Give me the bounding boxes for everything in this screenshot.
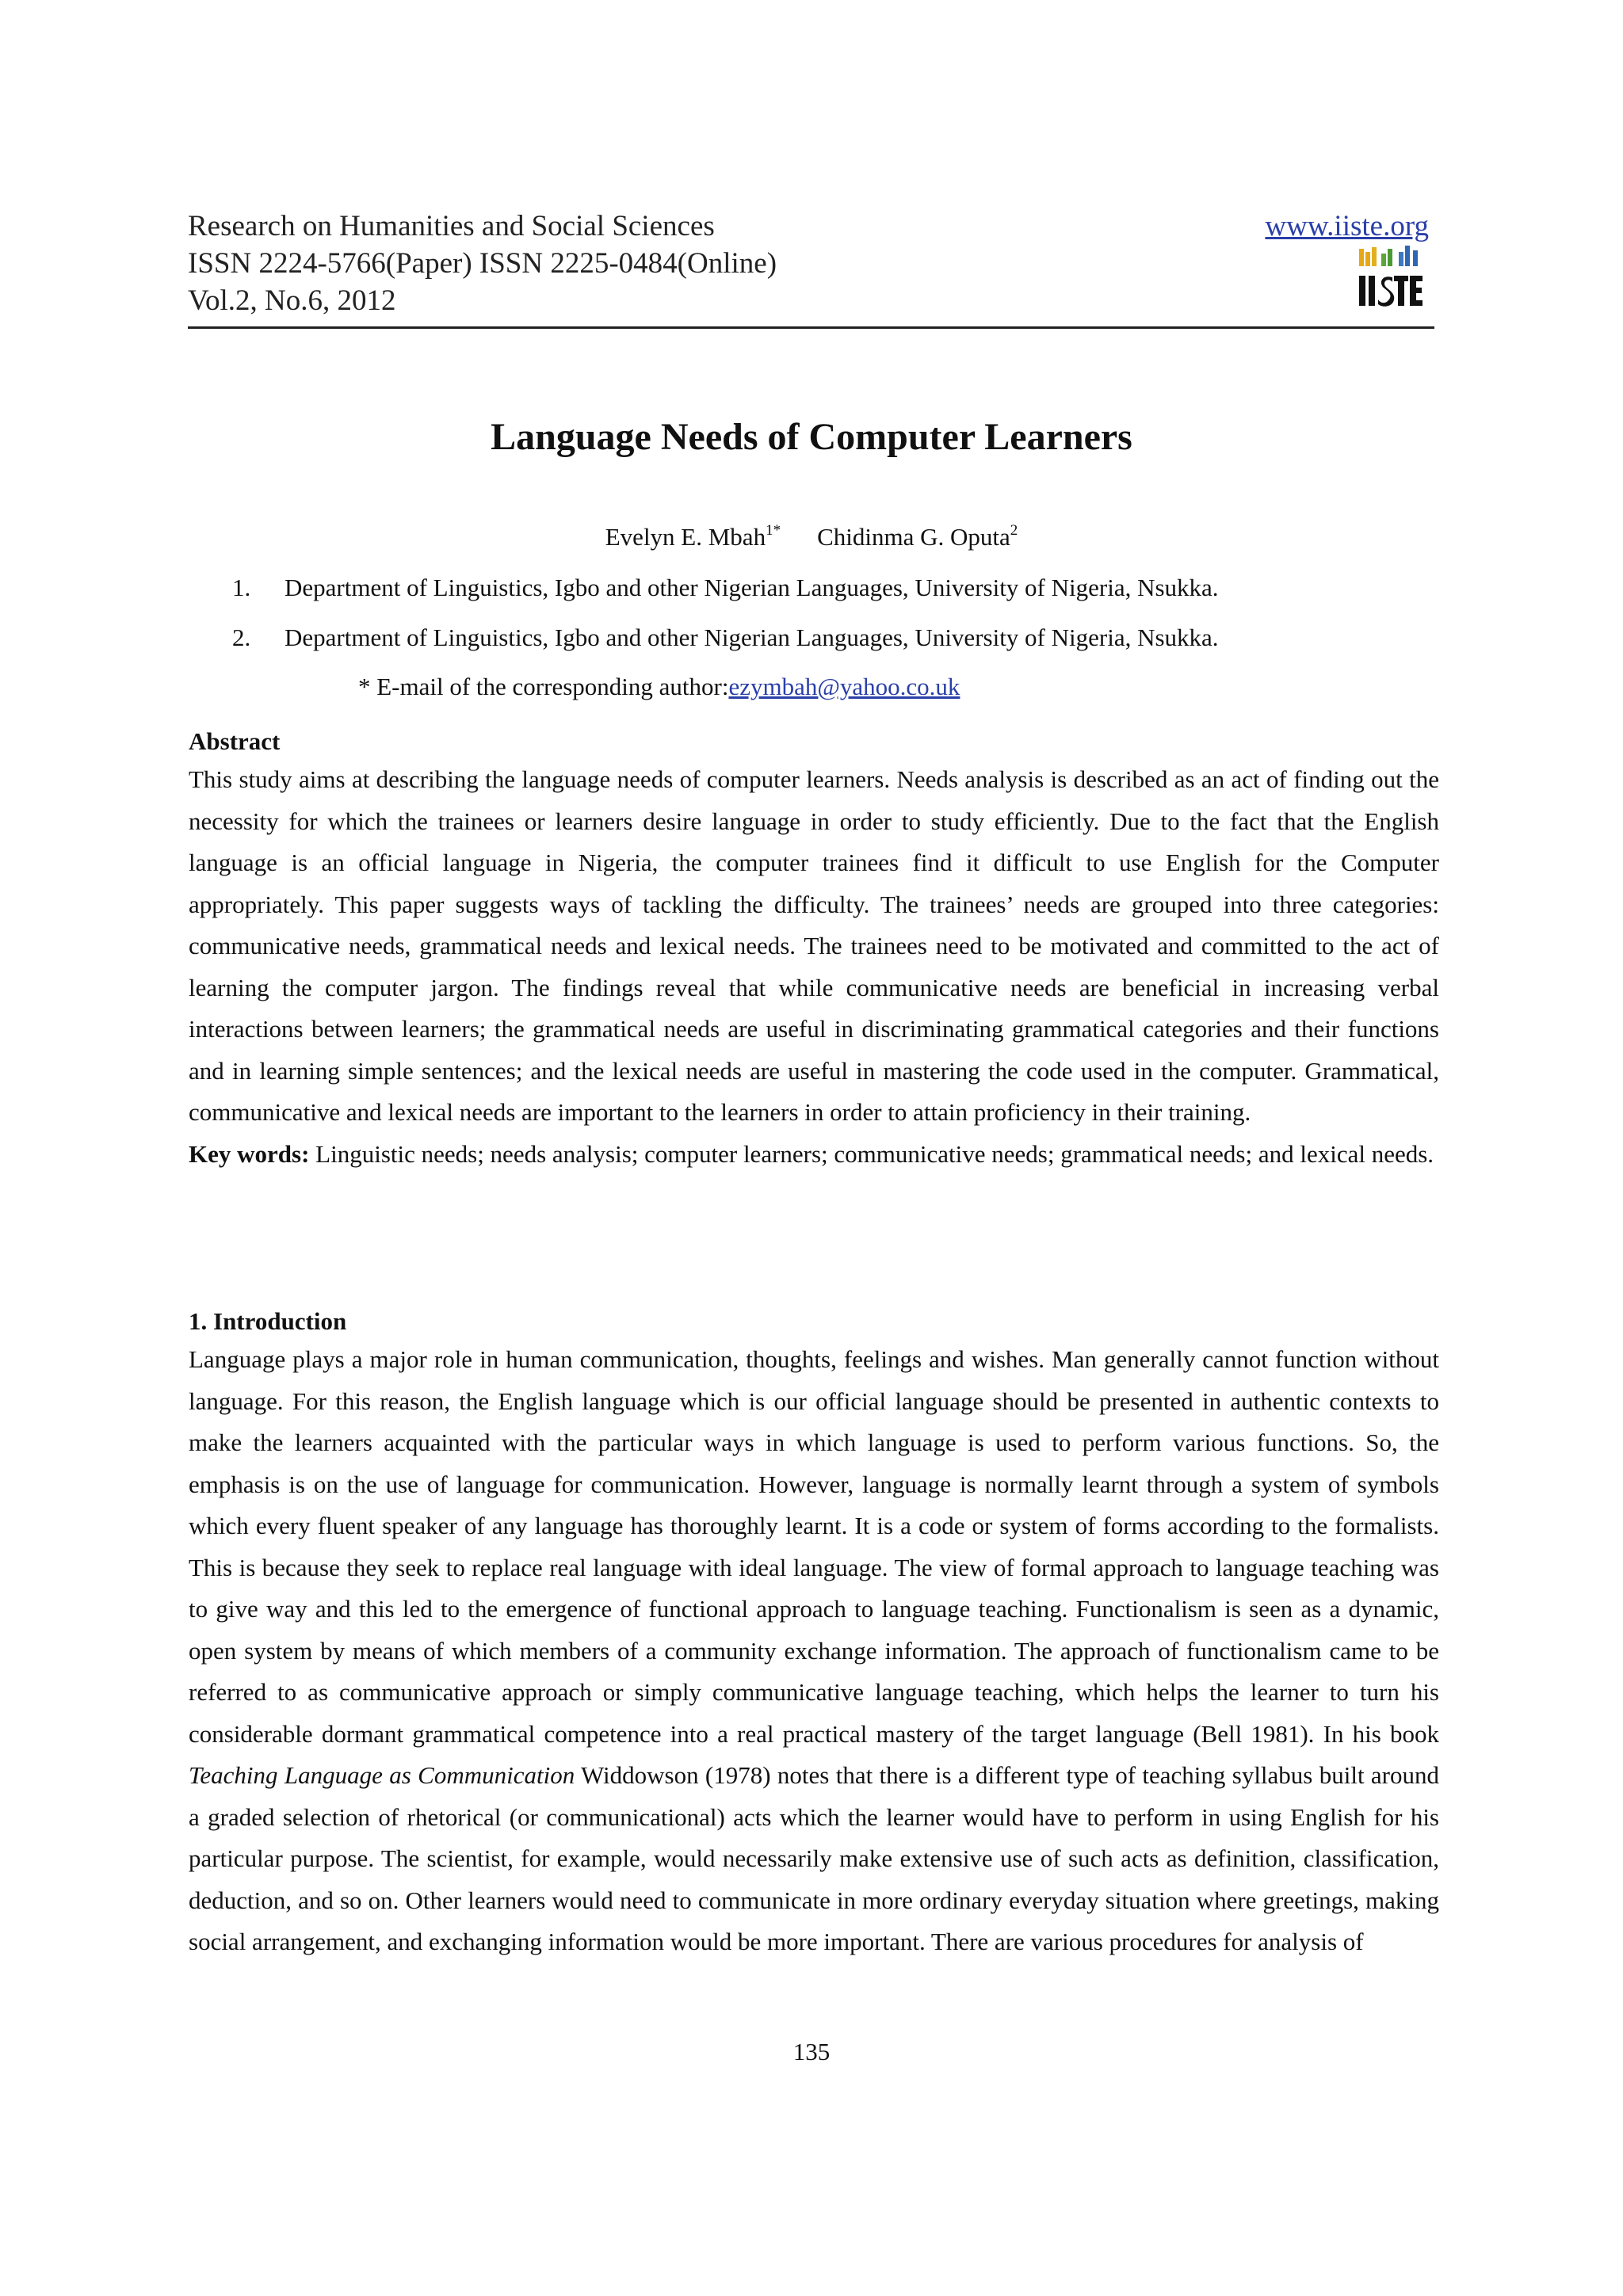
header-divider — [188, 326, 1434, 329]
intro-text-part: Language plays a major role in human communication, thoughts, feelings and wishes. Man generally cannot function without language. For this reason, the English language which is our official language should be presented in authentic contexts to make the learners acquainted with the particular ways in which language is used to perform various functions. So, the emphasis is on the use of language for communication. However, language is normally learnt through a system of symbols which every fluent speaker of any language has thoroughly learnt. It is a code or system of forms according to the formalists. This is because they seek to replace real language with ideal language. The view of formal approach to language teaching was to give way and this led to the emergence of functional approach to language teaching. Functionalism is seen as a dynamic, open system by means of which members of a community exchange information. The approach of functionalism came to be referred to as communicative approach or simply communicative language teaching, which helps the learner to turn his considerable dormant grammatical competence into a real practical mastery of the target language (Bell 1981). In his book — [189, 1345, 1439, 1748]
book-title: Teaching Language as Communication — [189, 1761, 575, 1789]
journal-name: Research on Humanities and Social Sciences — [188, 210, 715, 242]
running-header — [188, 208, 1139, 319]
author-mark: 1* — [766, 522, 781, 539]
iiste-logo-icon — [1358, 244, 1424, 309]
issn-line: ISSN 2224-5766(Paper) ISSN 2225-0484(Online) — [188, 247, 777, 280]
keywords-label: Key words: — [189, 1139, 310, 1168]
author-name: Chidinma G. Oputa — [817, 523, 1010, 551]
introduction-body — [189, 1339, 1439, 1963]
email-link[interactable]: ezymbah@yahoo.co.uk — [728, 673, 960, 700]
affiliation-text: Department of Linguistics, Igbo and other Nigerian Languages, University of Nigeria, Nsukka. — [285, 574, 1219, 601]
author-line — [0, 521, 1623, 553]
keywords-text: Linguistic needs; needs analysis; computer learners; communicative needs; grammatical needs; and lexical needs. — [315, 1139, 1434, 1168]
introduction-paragraph — [189, 1339, 1439, 1963]
corresponding-label: * E-mail of the corresponding author: — [358, 673, 729, 700]
introduction-heading: 1. Introduction — [189, 1307, 347, 1335]
page-number: 135 — [792, 2038, 831, 2065]
author-name: Evelyn E. Mbah — [605, 523, 766, 551]
corresponding-author — [358, 671, 960, 703]
abstract-text: This study aims at describing the language needs of computer learners. Needs analysis is described as an act of finding out the necessity for which the trainees or learners desire language in order to study efficiently. Due to the fact that the English language is an official language in Nigeria, the computer trainees find it difficult to use English for the Computer appropriately. This paper suggests ways of tackling the difficulty. The trainees’ needs are grouped into three categories: communicative needs, grammatical needs and lexical needs. The trainees need to be motivated and committed to the act of learning the computer jargon. The findings reveal that while communicative needs are beneficial in increasing verbal interactions between learners; the grammatical needs are useful in discriminating grammatical categories and their functions and in learning simple sentences; and the lexical needs are useful in mastering the code used in the computer. Grammatical, communicative and lexical needs are important to the learners in order to attain proficiency in their training. — [189, 765, 1439, 1126]
paper-title: Language Needs of Computer Learners — [491, 416, 1132, 458]
website-link[interactable]: www.iiste.org — [1265, 210, 1429, 242]
abstract-body — [189, 759, 1439, 1175]
header-right — [1017, 208, 1429, 245]
abstract-heading: Abstract — [189, 727, 281, 755]
affiliation-number: 1. — [232, 574, 251, 601]
affiliation-item — [232, 622, 1381, 654]
affiliation-item — [232, 572, 1381, 604]
affiliation-text: Department of Linguistics, Igbo and other Nigerian Languages, University of Nigeria, Nsukka. — [285, 624, 1219, 651]
affiliation-number: 2. — [232, 624, 251, 651]
intro-text-part: Widdowson (1978) notes that there is a different type of teaching syllabus built around a graded selection of rhetorical (or communicational) acts which the learner would have to perform in using English for his particular purpose. The scientist, for example, would necessarily make extensive use of such acts as definition, classification, deduction, and so on. Other learners would need to communicate in more ordinary everyday situation where greetings, making social arrangement, and exchanging information would be more important. There are various procedures for analysis of — [189, 1761, 1439, 1955]
volume-line: Vol.2, No.6, 2012 — [188, 284, 396, 317]
keywords — [189, 1134, 1439, 1176]
author-mark: 2 — [1010, 522, 1018, 539]
